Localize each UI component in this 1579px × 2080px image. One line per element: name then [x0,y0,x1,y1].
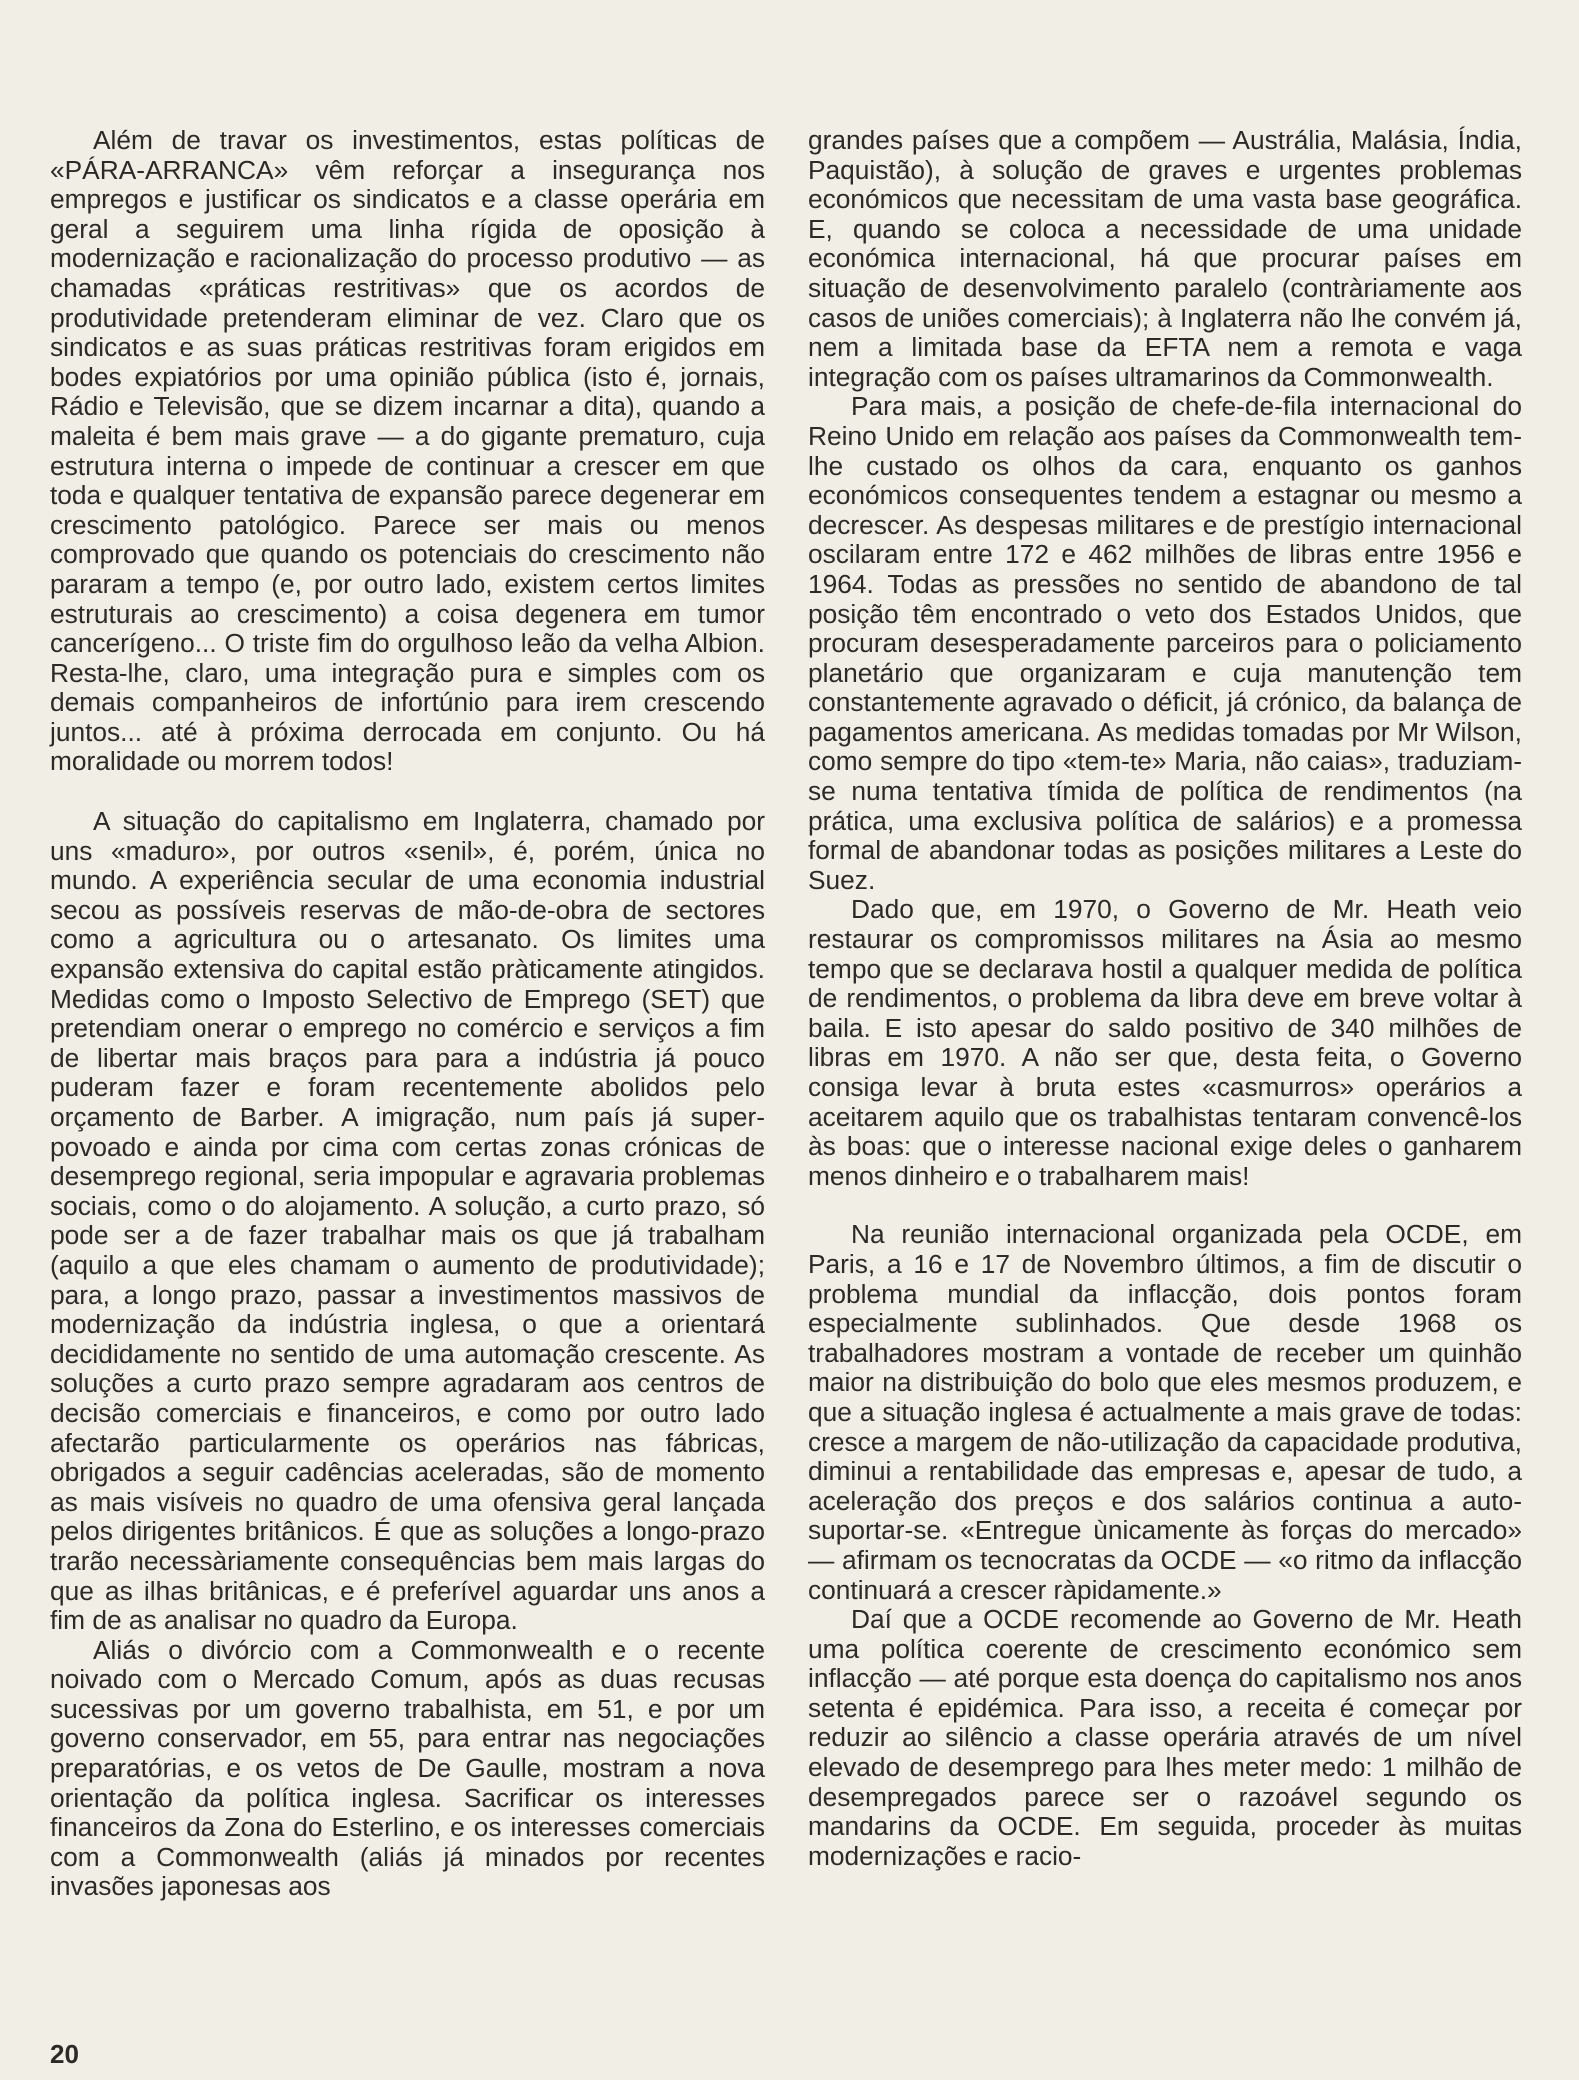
paragraph: Dado que, em 1970, o Governo de Mr. Heath veio restaurar os compromissos militares na Ásia ao mesmo tempo que se declarava hostil a qualquer medida de política de rendimentos, o problema da libra deve em breve voltar à baila. E isto apesar do saldo positivo de 340 milhões de libras em 1970. A não ser que, desta feita, o Governo consiga levar à bruta estes «casmurros» operários a aceitarem aquilo que os trabalhistas tentaram convencê-los às boas: que o interesse nacional exige deles o ganharem menos dinheiro e o trabalharem mais! [808,894,1522,1191]
left-text-column [50,126,765,1902]
paragraph: Daí que a OCDE recomende ao Governo de Mr. Heath uma política coerente de crescimento económico sem inflacção — até porque esta doença do capitalismo nos anos setenta é epidémica. Para isso, a receita é começar por reduzir ao silêncio a classe operária através de um nível elevado de desemprego para lhes meter medo: 1 milhão de desempregados parece ser o razoável segundo os mandarins da OCDE. Em seguida, proceder às muitas modernizações e racio- [808,1604,1522,1871]
paragraph: Aliás o divórcio com a Commonwealth e o recente noivado com o Mercado Comum, após as duas recusas sucessivas por um governo trabalhista, em 51, e por um governo conservador, em 55, para entrar nas negociações preparatórias, e os vetos de De Gaulle, mostram a nova orientação da política inglesa. Sacrificar os interesses financeiros da Zona do Esterlino, e os interesses comerciais com a Commonwealth (aliás já minados por recentes invasões japonesas aos [50,1634,765,1902]
right-text-column [808,126,1522,1871]
paragraph: Para mais, a posição de chefe-de-fila internacional do Reino Unido em relação aos países da Commonwealth tem-lhe custado os olhos da cara, enquanto os ganhos económicos consequentes tendem a estagnar ou mesmo a decrescer. As despesas militares e de prestígio internacional oscilaram entre 172 e 462 milhões de libras entre 1956 e 1964. Todas as pressões no sentido de abandono de tal posição têm encontrado o veto dos Estados Unidos, que procuram desesperadamente parceiros para o policiamento planetário que organizaram e cuja manutenção tem constantemente agravado o déficit, já crónico, da balança de pagamentos americana. As medidas tomadas por Mr Wilson, como sempre do tipo «tem-te» Maria, não caias», traduziam-se numa tentativa tímida de política de rendimentos (na prática, uma exclusiva política de salários) e a promessa formal de abandonar todas as posições militares a Leste do Suez. [808,391,1522,895]
paragraph: Na reunião internacional organizada pela OCDE, em Paris, a 16 e 17 de Novembro últimos, a fim de discutir o problema mundial da inflacção, dois pontos foram especialmente sublinhados. Que desde 1968 os trabalhadores mostram a vontade de receber um quinhão maior na distribuição do bolo que eles mesmos produzem, e que a situação inglesa é actualmente a mais grave de todas: cresce a margem de não-utilização da capacidade produtiva, diminui a rentabilidade das empresas e, apesar de tudo, a aceleração dos preços e dos salários continua a auto-suportar-se. «Entregue ùnicamente às forças do mercado» — afirmam os tecnocratas da OCDE — «o ritmo da inflacção continuará a crescer ràpidamente.» [808,1219,1522,1605]
paragraph: grandes países que a compõem — Austrália, Malásia, Índia, Paquistão), à solução de graves e urgentes problemas económicos que necessitam de uma vasta base geográfica. E, quando se coloca a necessidade de uma unidade económica internacional, há que procurar países em situação de desenvolvimento paralelo (contràriamente aos casos de uniões comerciais); à Inglaterra não lhe convém já, nem a limitada base da EFTA nem a remota e vaga integração com os países ultramarinos da Commonwealth. [808,125,1522,392]
paragraph: A situação do capitalismo em Inglaterra, chamado por uns «maduro», por outros «senil», é, porém, única no mundo. A experiência secular de uma economia industrial secou as possíveis reservas de mão-de-obra de sectores como a agricultura ou o artesanato. Os limites uma expansão extensiva do capital estão pràticamente atingidos. Medidas como o Imposto Selectivo de Emprego (SET) que pretendiam onerar o emprego no comércio e serviços a fim de libertar mais braços para para a indústria já pouco puderam fazer e foram recentemente abolidos pelo orçamento de Barber. A imigração, num país já super-povoado e ainda por cima com certas zonas crónicas de desemprego regional, seria impopular e agravaria problemas sociais, como o do alojamento. A solução, a curto prazo, só pode ser a de fazer trabalhar mais os que já trabalham (aquilo a que eles chamam o aumento de produtividade); para, a longo prazo, passar a investimentos massivos de modernização da indústria inglesa, o que a orientará decididamente no sentido de uma automação crescente. As soluções a curto prazo sempre agradaram aos centros de decisão comerciais e financeiros, e como por outro lado afectarão particularmente os operários nas fábricas, obrigados a seguir cadências aceleradas, são de momento as mais visíveis no quadro de uma ofensiva geral lançada pelos dirigentes britânicos. É que as soluções a longo-prazo trarão necessàriamente consequências bem mais largas do que as ilhas britânicas, e é preferível aguardar uns anos a fim de as analisar no quadro da Europa. [50,806,765,1636]
page-number: 20 [50,2039,79,2069]
paragraph: Além de travar os investimentos, estas políticas de «PÁRA-ARRANCA» vêm reforçar a insegurança nos empregos e justificar os sindicatos e a classe operária em geral a seguirem uma linha rígida de oposição à modernização e racionalização do processo produtivo — as chamadas «práticas restritivas» que os acordos de produtividade pretenderam eliminar de vez. Claro que os sindicatos e as suas práticas restritivas foram erigidos em bodes expiatórios por uma opinião pública (isto é, jornais, Rádio e Televisão, que se dizem incarnar a dita), quando a maleita é bem mais grave — a do gigante prematuro, cuja estrutura interna o impede de continuar a crescer em que toda e qualquer tentativa de expansão parece degenerar em crescimento patológico. Parece ser mais ou menos comprovado que quando os potenciais do crescimento não pararam a tempo (e, por outro lado, existem certos limites estruturais ao crescimento) a coisa degenera em tumor cancerígeno... O triste fim do orgulhoso leão da velha Albion. Resta-lhe, claro, uma integração pura e simples com os demais companheiros de infortúnio para irem crescendo juntos... até à próxima derrocada em conjunto. Ou há moralidade ou morrem todos! [50,125,765,777]
